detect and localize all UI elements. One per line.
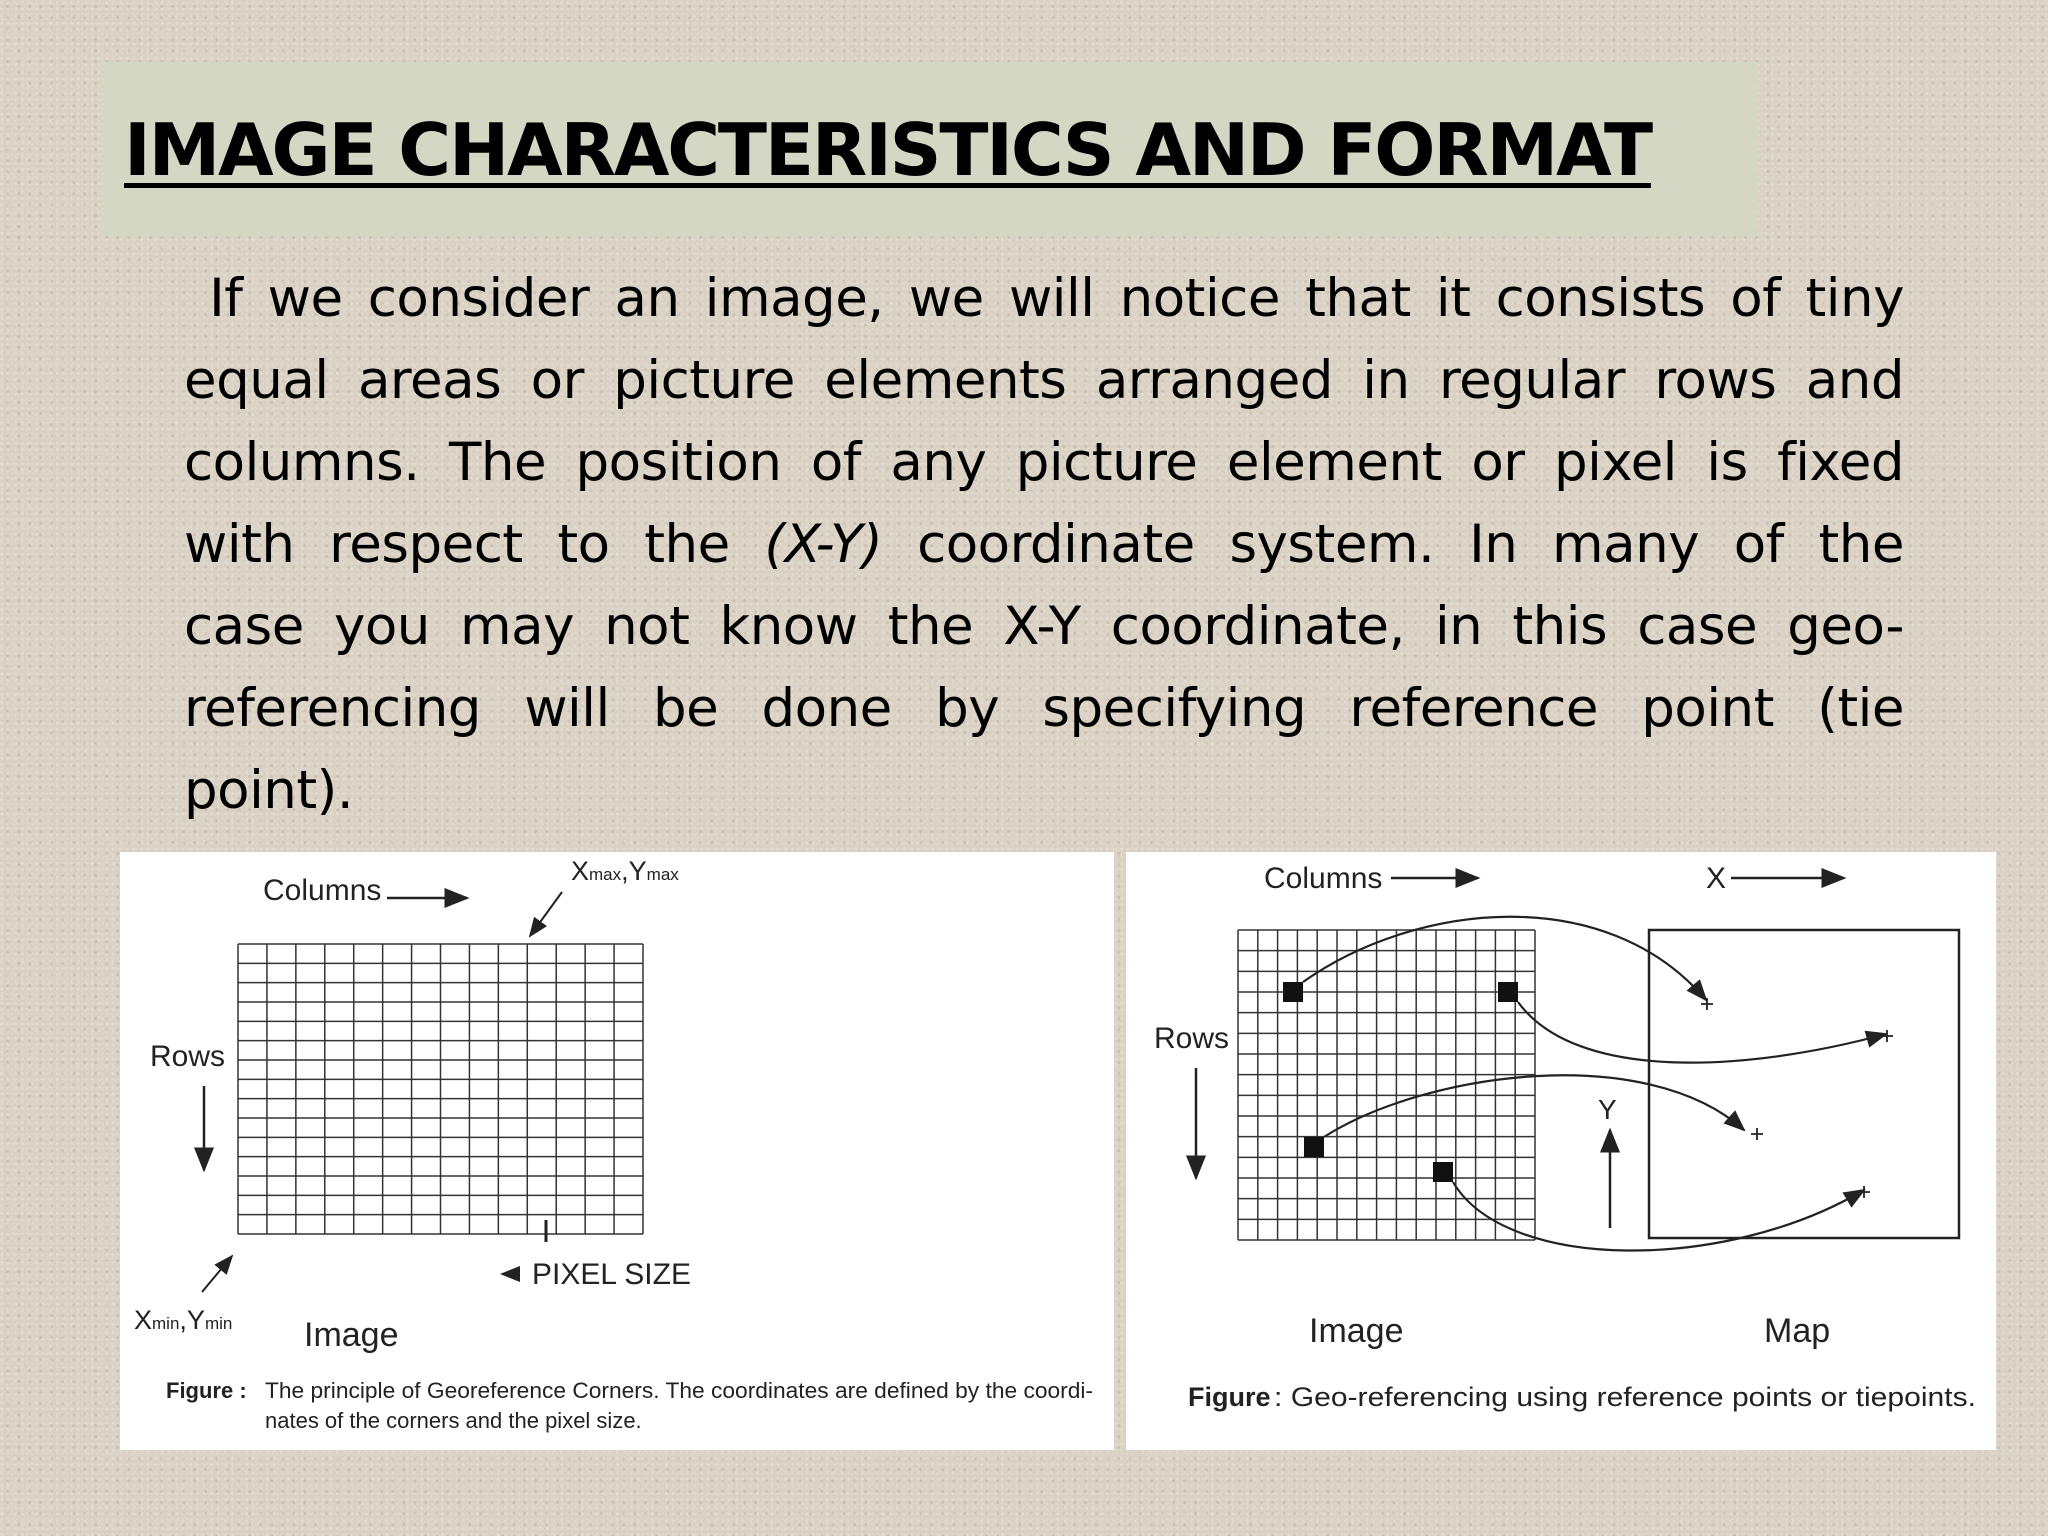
image-pixel-grid (1238, 930, 1535, 1240)
xmin-ymin-label: Xmin,Ymin (134, 1305, 233, 1335)
figure1-diagram (120, 852, 1114, 1450)
paragraph-line: case you may not know the X-Y coordinate, in this case geo- (184, 596, 1904, 657)
figure2-caption-text: : Geo-referencing using reference points or tiepoints. (1274, 1382, 1976, 1412)
line-suffix: coordinate system. In many of the (917, 514, 1905, 575)
figure2-diagram (1126, 852, 1996, 1450)
paragraph-line-with-xy (184, 504, 1904, 586)
rows-label: Rows (150, 1040, 226, 1073)
tie-link-3 (1324, 1075, 1744, 1137)
map-frame (1649, 930, 1959, 1238)
figure2-caption-prefix: Figure (1188, 1382, 1271, 1412)
georeference-corners-figure (120, 852, 1114, 1450)
paragraph-line: equal areas or picture elements arranged in regular rows and (184, 350, 1904, 411)
tiepoint-2 (1498, 982, 1518, 1002)
body-paragraph (184, 258, 1904, 832)
rows-label: Rows (1154, 1022, 1230, 1055)
xmax-ymax-label: Xmax,Ymax (571, 856, 679, 886)
tie-link-2 (1518, 1002, 1886, 1063)
paragraph-line: referencing will be done by specifying reference point (tie (184, 678, 1904, 739)
y-axis-label: Y (1598, 1094, 1617, 1125)
figure1-caption-prefix: Figure : (166, 1378, 247, 1403)
figure1-caption-line2: nates of the corners and the pixel size. (265, 1408, 642, 1433)
xy-italic: (X-Y) (764, 514, 883, 575)
xmin-arrow (202, 1256, 232, 1292)
paragraph-line: If we consider an image, we will notice that it consists of tiny (184, 268, 1904, 329)
geo-referencing-tiepoints-figure (1126, 852, 1996, 1450)
xmax-arrow (530, 892, 562, 936)
tiepoint-4 (1433, 1162, 1453, 1182)
line-prefix: with respect to the (184, 514, 730, 575)
pixel-size-label: PIXEL SIZE (532, 1258, 691, 1291)
columns-label: Columns (1264, 862, 1383, 895)
pixel-grid (238, 944, 643, 1234)
tiepoint-1 (1283, 982, 1303, 1002)
image-label: Image (1309, 1312, 1404, 1350)
tiepoint-3 (1304, 1137, 1324, 1157)
columns-label: Columns (263, 874, 382, 907)
image-label: Image (304, 1316, 399, 1354)
figure1-caption-line1: The principle of Georeference Corners. The coordinates are defined by the coordi- (265, 1378, 1093, 1403)
paragraph-line: point). (184, 760, 354, 821)
map-label: Map (1764, 1312, 1831, 1350)
slide-title: IMAGE CHARACTERISTICS AND FORMAT (124, 108, 1651, 192)
x-axis-label: X (1706, 862, 1727, 895)
paragraph-line: columns. The position of any picture element or pixel is fixed (184, 432, 1904, 493)
